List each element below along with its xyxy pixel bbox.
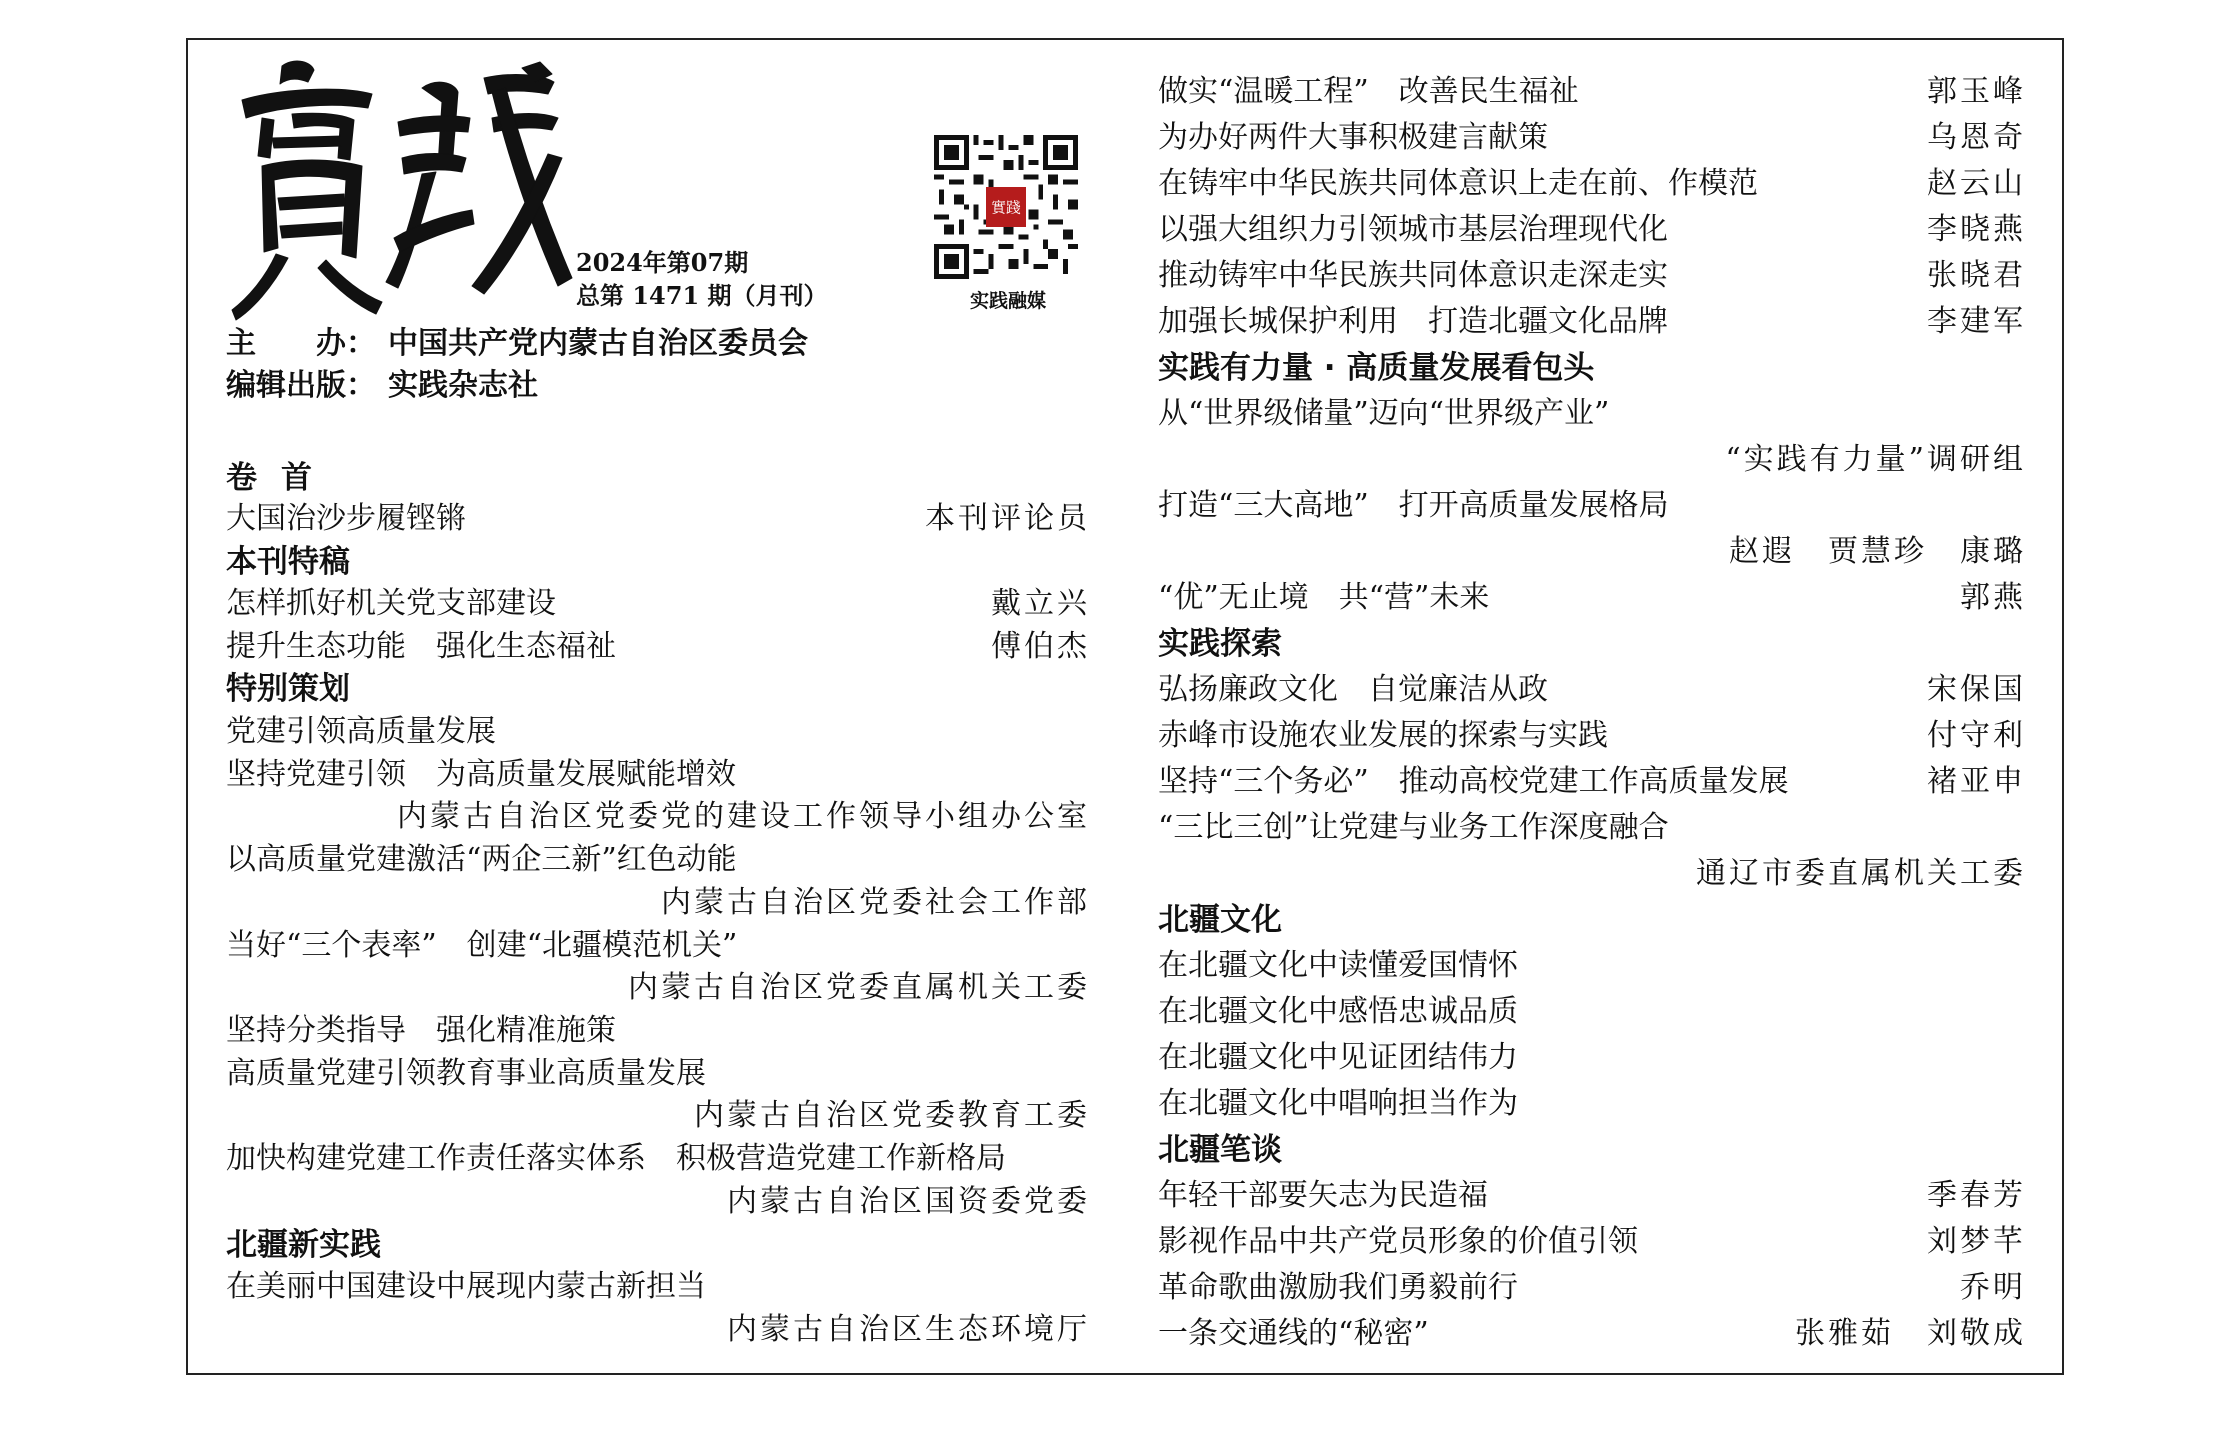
entry-title: 从“世界级储量”迈向“世界级产业” [1158, 396, 1610, 431]
qr-badge: 實踐 [991, 198, 1021, 217]
entry-author: “实践有力量”调研组 [1725, 442, 2026, 477]
entry-title: 以高质量党建激活“两企三新”红色动能 [226, 842, 737, 877]
toc-entry [226, 1308, 1090, 1352]
entry-title: “优”无止境 共“营”未来 [1158, 580, 1490, 615]
entry-title: 大国治沙步履铿锵 [226, 501, 466, 536]
entry-title: 当好“三个表率” 创建“北疆模范机关” [226, 928, 738, 963]
section-heading: 特别策划 [226, 671, 350, 707]
toc-entry[interactable] [1158, 1220, 2026, 1264]
toc-entry [226, 881, 1090, 925]
entry-title: 以强大组织力引领城市基层治理现代化 [1158, 212, 1668, 247]
sponsor-name: 中国共产党内蒙古自治区委员会 [388, 326, 808, 361]
qr-caption: 实践融媒 [969, 290, 1046, 312]
toc-entry[interactable] [1158, 806, 2026, 850]
entry-author: 李建军 [1927, 304, 2026, 339]
toc-entry[interactable] [1158, 760, 2026, 804]
sponsor-label: 主 办： [226, 326, 376, 361]
entry-author: 内蒙古自治区党委教育工委 [694, 1098, 1090, 1133]
entry-author: 乔明 [1960, 1270, 2026, 1305]
entry-author: 付守利 [1927, 718, 2026, 753]
toc-entry[interactable] [226, 1009, 1090, 1053]
entry-author: 傅伯杰 [991, 629, 1090, 664]
toc-entry[interactable] [1158, 990, 2026, 1034]
publisher-line [226, 366, 538, 406]
entry-title: “三比三创”让党建与业务工作深度融合 [1158, 810, 1669, 845]
toc-entry[interactable] [226, 924, 1090, 968]
qr-code[interactable] [934, 135, 1078, 279]
entry-author: 赵云山 [1927, 166, 2026, 201]
entry-author: 刘梦芊 [1927, 1224, 2026, 1259]
toc-entry[interactable] [226, 838, 1090, 882]
entry-author: 郭玉峰 [1927, 74, 2026, 109]
section-heading: 实践有力量 · 高质量发展看包头 [1158, 350, 1595, 386]
entry-title: 在美丽中国建设中展现内蒙古新担当 [226, 1269, 706, 1304]
toc-entry[interactable] [226, 582, 1090, 626]
entry-author: 内蒙古自治区党委直属机关工委 [628, 970, 1090, 1005]
entry-title: 在北疆文化中读懂爱国情怀 [1158, 948, 1518, 983]
entry-title: 做实“温暖工程” 改善民生福祉 [1158, 74, 1579, 109]
toc-entry [1158, 530, 2026, 574]
toc-entry[interactable] [1158, 714, 2026, 758]
entry-author: 戴立兴 [991, 586, 1090, 621]
entry-title: 坚持分类指导 强化精准施策 [226, 1013, 616, 1048]
toc-entry [226, 966, 1090, 1010]
toc-entry[interactable] [226, 625, 1090, 669]
entry-title: 赤峰市设施农业发展的探索与实践 [1158, 718, 1608, 753]
toc-entry[interactable] [226, 497, 1090, 541]
entry-title: 党建引领高质量发展 [226, 714, 496, 749]
shijian-calligraphy-logo [222, 48, 582, 328]
entry-author: 郭燕 [1960, 580, 2026, 615]
entry-title: 提升生态功能 强化生态福祉 [226, 629, 616, 664]
toc-entry[interactable] [1158, 254, 2026, 298]
toc-entry[interactable] [1158, 1082, 2026, 1126]
issue-number: 2024年第07期 [576, 248, 749, 277]
entry-author: 李晓燕 [1927, 212, 2026, 247]
entry-title: 影视作品中共产党员形象的价值引领 [1158, 1224, 1638, 1259]
entry-title: 坚持党建引领 为高质量发展赋能增效 [226, 757, 736, 792]
toc-entry[interactable] [226, 710, 1090, 754]
entry-title: 在北疆文化中唱响担当作为 [1158, 1086, 1518, 1121]
toc-entry[interactable] [1158, 944, 2026, 988]
toc-entry[interactable] [1158, 392, 2026, 436]
entry-title: 在铸牢中华民族共同体意识上走在前、作模范 [1158, 166, 1758, 201]
entry-author: 内蒙古自治区党委党的建设工作领导小组办公室 [397, 799, 1090, 834]
toc-entry[interactable] [226, 753, 1090, 797]
entry-author: 季春芳 [1927, 1178, 2026, 1213]
toc-entry[interactable] [1158, 70, 2026, 114]
issue-info [576, 246, 828, 312]
entry-title: 高质量党建引领教育事业高质量发展 [226, 1056, 706, 1091]
toc-entry [1158, 852, 2026, 896]
toc-entry[interactable] [226, 1137, 1090, 1181]
entry-author: 褚亚申 [1927, 764, 2026, 799]
entry-title: 在北疆文化中感悟忠诚品质 [1158, 994, 1518, 1029]
entry-author: 内蒙古自治区生态环境厅 [727, 1312, 1090, 1347]
toc-entry[interactable] [1158, 116, 2026, 160]
toc-entry [226, 1094, 1090, 1138]
toc-entry[interactable] [1158, 1036, 2026, 1080]
section-heading: 北疆文化 [1158, 902, 1282, 938]
toc-entry [226, 1180, 1090, 1224]
toc-entry[interactable] [1158, 162, 2026, 206]
section-heading: 北疆笔谈 [1158, 1132, 1282, 1168]
toc-entry [226, 795, 1090, 839]
entry-author: 乌恩奇 [1927, 120, 2026, 155]
entry-author: 内蒙古自治区国资委党委 [727, 1184, 1090, 1219]
entry-author: 宋保国 [1927, 672, 2026, 707]
entry-title: 加快构建党建工作责任落实体系 积极营造党建工作新格局 [226, 1141, 1006, 1176]
toc-entry[interactable] [1158, 668, 2026, 712]
section-heading: 实践探索 [1158, 626, 1282, 662]
toc-entry[interactable] [1158, 300, 2026, 344]
sponsor-line [226, 324, 808, 364]
section-heading: 卷首 [226, 460, 336, 496]
publisher-label: 编辑出版： [226, 368, 376, 403]
entry-title: 坚持“三个务必” 推动高校党建工作高质量发展 [1158, 764, 1789, 799]
section-heading: 北疆新实践 [226, 1227, 381, 1263]
entry-title: 革命歌曲激励我们勇毅前行 [1158, 1270, 1518, 1305]
entry-author: 赵遐 贾慧珍 康璐 [1729, 534, 2026, 569]
section-heading: 本刊特稿 [226, 544, 350, 580]
total-issue-number: 总第 1471 期（月刊） [576, 281, 828, 310]
entry-title: 年轻干部要矢志为民造福 [1158, 1178, 1488, 1213]
toc-entry[interactable] [1158, 1174, 2026, 1218]
entry-author: 通辽市委直属机关工委 [1696, 856, 2026, 891]
entry-title: 打造“三大高地” 打开高质量发展格局 [1158, 488, 1669, 523]
entry-title: 弘扬廉政文化 自觉廉洁从政 [1158, 672, 1548, 707]
entry-title: 推动铸牢中华民族共同体意识走深走实 [1158, 258, 1668, 293]
entry-title: 在北疆文化中见证团结伟力 [1158, 1040, 1518, 1075]
entry-title: 为办好两件大事积极建言献策 [1158, 120, 1548, 155]
toc-entry[interactable] [1158, 1312, 2026, 1356]
toc-entry[interactable] [1158, 576, 2026, 620]
toc-entry[interactable] [1158, 484, 2026, 528]
entry-author: 内蒙古自治区党委社会工作部 [661, 885, 1090, 920]
publisher-name: 实践杂志社 [388, 368, 538, 403]
toc-entry[interactable] [226, 1052, 1090, 1096]
toc-entry[interactable] [226, 1265, 1090, 1309]
entry-author: 张雅茹 刘敬成 [1795, 1316, 2026, 1351]
toc-entry [1158, 438, 2026, 482]
toc-entry[interactable] [1158, 208, 2026, 252]
entry-author: 本刊评论员 [925, 501, 1090, 536]
entry-title: 一条交通线的“秘密” [1158, 1316, 1429, 1351]
entry-title: 怎样抓好机关党支部建设 [226, 586, 556, 621]
entry-author: 张晓君 [1927, 258, 2026, 293]
toc-entry[interactable] [1158, 1266, 2026, 1310]
entry-title: 加强长城保护利用 打造北疆文化品牌 [1158, 304, 1668, 339]
